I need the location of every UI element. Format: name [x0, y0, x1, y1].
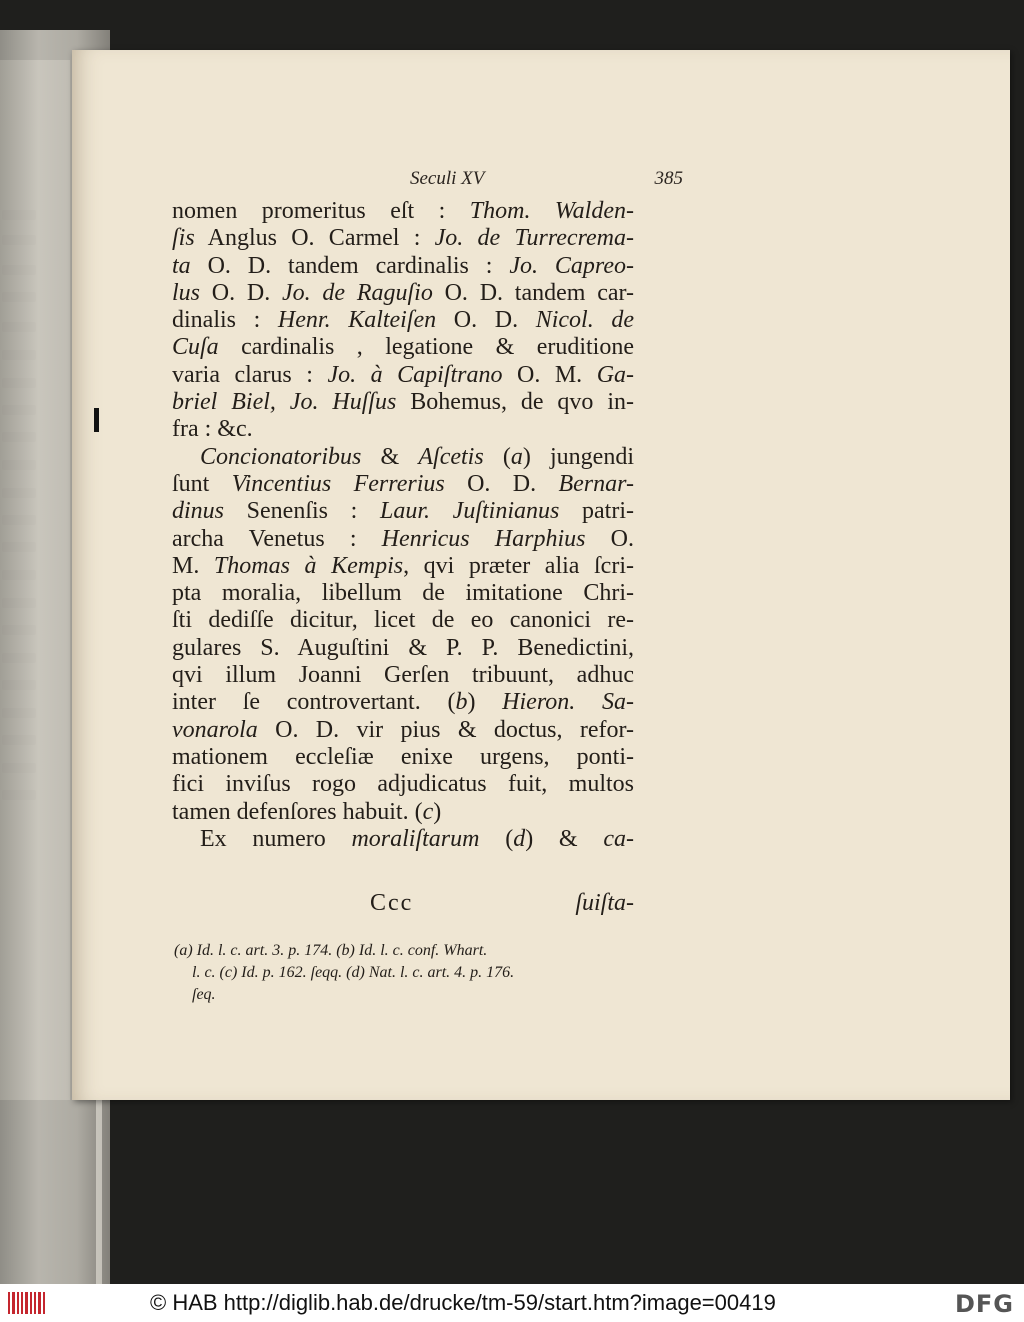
italic-run: ta — [172, 252, 191, 279]
roman-run: Anglus O. Carmel : — [194, 225, 435, 252]
italic-run: Thom. Walden- — [469, 198, 634, 224]
text-line — [172, 362, 634, 389]
roman-run: ( — [483, 443, 511, 470]
italic-run: Henr. Kalteiſen — [277, 307, 437, 334]
roman-run: cardinalis , legatione & eruditione — [218, 334, 634, 361]
roman-run: ) — [433, 798, 442, 825]
italic-run: lus — [172, 279, 201, 306]
main-text — [172, 198, 634, 853]
italic-run: Jo. à Capiſtrano — [327, 361, 503, 388]
text-line — [172, 471, 634, 498]
roman-run: ) — [467, 689, 503, 716]
roman-run: Ex numero — [200, 825, 352, 852]
italic-run: Thomas à Kempis — [213, 552, 404, 579]
roman-run: mationem eccleſiæ enixe urgens, ponti- — [172, 743, 634, 770]
roman-run: varia clarus : — [172, 361, 328, 388]
footnotes — [174, 940, 629, 1006]
italic-run: Concionatoribus — [200, 443, 362, 470]
text-line — [172, 498, 634, 525]
roman-run: fici inviſus rogo adjudicatus fuit, multos — [172, 771, 634, 798]
italic-run: ca- — [603, 825, 634, 852]
roman-run: dinalis : — [172, 307, 278, 334]
italic-run: Jo. Capreo- — [509, 252, 634, 279]
roman-run: O. D. — [200, 279, 282, 306]
roman-run: O. D. tandem cardinalis : — [190, 252, 510, 279]
roman-run: inter ſe controvertant. ( — [172, 689, 456, 716]
roman-run: qvi illum Joanni Gerſen tribuunt, adhuc — [172, 662, 634, 689]
italic-run: Vincentius Ferrerius — [231, 470, 445, 497]
roman-run: O. D. vir pius & doctus, refor- — [257, 716, 634, 743]
italic-run: Henricus Harphius — [381, 525, 586, 552]
book-page — [72, 50, 1010, 1100]
text-line — [172, 689, 634, 716]
text-line — [172, 826, 634, 853]
text-line — [172, 799, 634, 826]
italic-run: Jo. de Raguſio — [281, 279, 433, 306]
italic-run: dinus — [172, 498, 225, 525]
text-line — [172, 334, 634, 361]
text-line — [172, 553, 634, 580]
italic-run: vonarola — [172, 716, 258, 743]
roman-run: Bohemus, de qvo in- — [396, 389, 634, 416]
signature-mark: Ccc — [370, 890, 414, 916]
italic-run: Ga- — [596, 361, 635, 388]
roman-run: O. — [585, 525, 634, 552]
italic-run: b — [455, 689, 468, 716]
roman-run: patri- — [559, 498, 634, 525]
text-line — [172, 307, 634, 334]
roman-run: nomen promeritus eſt : — [172, 198, 470, 224]
text-line — [172, 717, 634, 744]
italic-run: ſis — [172, 225, 195, 252]
roman-run: O. M. — [502, 361, 597, 388]
italic-run: Aſcetis — [418, 443, 484, 470]
text-line — [172, 225, 634, 252]
roman-run: ſunt — [172, 470, 232, 497]
text-line — [172, 444, 634, 471]
italic-run: Cuſa — [172, 334, 219, 361]
footnote-line: ſeq. — [192, 986, 216, 1003]
italic-run: moraliſtarum — [351, 825, 480, 852]
footnote-line: l. c. (c) Id. p. 162. ſeqq. (d) Nat. l. c. art. 4. p. 176. — [192, 964, 515, 981]
catch-line — [172, 890, 634, 918]
page-number: 385 — [654, 168, 683, 189]
text-line — [172, 580, 634, 607]
roman-run: , qvi præter alia ſcri- — [403, 552, 634, 579]
running-head: Seculi XV — [410, 168, 485, 189]
roman-run: ) & — [525, 825, 604, 852]
italic-run: Jo. de Turrecrema- — [434, 225, 635, 252]
roman-run: pta moralia, libellum de imitatione Chri- — [172, 580, 634, 607]
roman-run: O. D. — [436, 307, 536, 334]
roman-run: archa Venetus : — [172, 525, 382, 552]
text-line — [172, 416, 634, 443]
italic-run: Nicol. de — [535, 307, 634, 334]
roman-run: ſti dediſſe dicitur, licet de eo canonici re- — [172, 607, 634, 634]
roman-run: M. — [172, 552, 214, 579]
text-line — [172, 198, 634, 225]
roman-run: fra : &c. — [172, 416, 253, 443]
italic-run: d — [513, 825, 526, 852]
italic-run: briel Biel, Jo. Huſſus — [172, 389, 397, 416]
roman-run: & — [361, 443, 419, 470]
copyright-link[interactable]: © HAB http://diglib.hab.de/drucke/tm-59/start.htm?image=00419 — [150, 1290, 776, 1315]
roman-run: Senenſis : — [224, 498, 380, 525]
italic-run: Hieron. Sa- — [502, 689, 634, 716]
footnote-line: (a) Id. l. c. art. 3. p. 174. (b) Id. l. c. conf. Whart. — [174, 942, 488, 959]
italic-run: Laur. Juſtinianus — [380, 498, 560, 525]
page-header — [340, 168, 683, 190]
catchword: ſuiſta- — [575, 890, 634, 916]
roman-run: ) jungendi — [522, 443, 634, 470]
italic-run: Bernar- — [558, 470, 634, 497]
roman-run: ( — [479, 825, 514, 852]
roman-run: O. D. — [444, 470, 559, 497]
roman-run: O. D. tandem car- — [432, 279, 634, 306]
italic-run: a — [510, 443, 523, 470]
text-line — [172, 607, 634, 634]
text-line — [172, 771, 634, 798]
text-line — [172, 280, 634, 307]
text-line — [172, 389, 634, 416]
text-line — [172, 662, 634, 689]
text-line — [172, 635, 634, 662]
footer-bar — [0, 1284, 1024, 1322]
roman-run: tamen defenſores habuit. ( — [172, 798, 423, 825]
text-line — [172, 744, 634, 771]
scan-marker — [94, 408, 99, 432]
hab-logo-icon — [8, 1292, 48, 1314]
roman-run: gulares S. Auguſtini & P. P. Benedictini, — [172, 634, 634, 661]
italic-run: c — [422, 798, 434, 825]
text-line — [172, 253, 634, 280]
dfg-logo: DFG — [954, 1290, 1014, 1318]
text-line — [172, 526, 634, 553]
